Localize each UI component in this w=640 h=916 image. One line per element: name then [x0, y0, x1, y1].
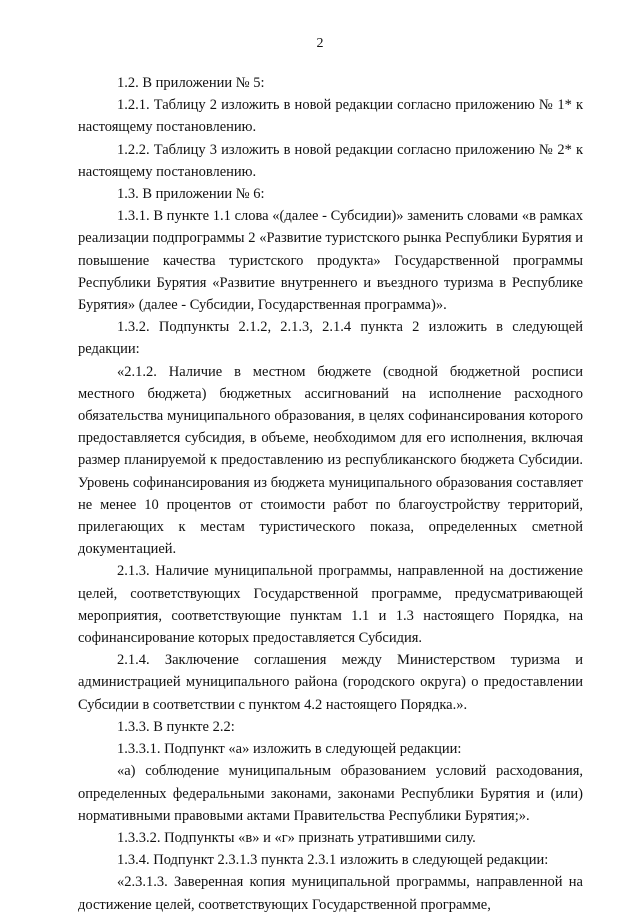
paragraph-1-3-1: 1.3.1. В пункте 1.1 слова «(далее - Субсидии)» заменить словами «в рамках реализации подпрограммы 2 «Развитие туристского рынка Республики Бурятия и повышение качества туристского продукта» Государственной программы Республики Бурятия «Развитие внутреннего и въездного туризма в Республике Бурятия» (далее - Субсидии, Государственная программа)». — [78, 208, 583, 314]
paragraph-2-1-4: 2.1.4. Заключение соглашения между Министерством туризма и администрацией муниципального района (городского округа) о предоставлении Субсидии в соответствии с пунктом 4.2 настоящего Порядка.». — [78, 652, 583, 713]
paragraph-1-3-3-2: 1.3.3.2. Подпункты «в» и «г» признать утратившими силу. — [117, 829, 476, 846]
paragraph-subitem-a: «а) соблюдение муниципальным образованием условий расходования, определенных федеральными законами, законами Республики Бурятия и (или) нормативными правовыми актами Правительства Республики Бурятия;». — [78, 763, 583, 824]
paragraph-1-2-2: 1.2.2. Таблицу 3 изложить в новой редакции согласно приложению № 2* к настоящему постановлению. — [78, 141, 583, 180]
paragraph-2-1-2: «2.1.2. Наличие в местном бюджете (сводной бюджетной росписи местного бюджета) бюджетных ассигнований на исполнение расходного обязательства муниципального образования, в целях софинансирования которого предоставляется субсидия, в объеме, необходимом для его исполнения, включая размер планируемой к предоставлению из республиканского бюджета Субсидии. Уровень софинансирования из бюджета муниципального образования составляет не менее 10 процентов от стоимости работ по благоустройству территорий, прилегающих к местам туристического показа, определенных сметной документацией. — [78, 363, 583, 558]
paragraph-1-2-1: 1.2.1. Таблицу 2 изложить в новой редакции согласно приложению № 1* к настоящему постановлению. — [78, 97, 583, 136]
paragraph-2-3-1-3: «2.3.1.3. Заверенная копия муниципальной программы, направленной на достижение целей, соответствующих Государственной программе, — [78, 874, 583, 913]
paragraph-1-3: 1.3. В приложении № 6: — [117, 186, 265, 203]
paragraph-1-3-3-1: 1.3.3.1. Подпункт «а» изложить в следующей редакции: — [117, 741, 462, 758]
document-body — [78, 72, 583, 916]
paragraph-1-2: 1.2. В приложении № 5: — [117, 75, 265, 91]
paragraph-2-1-3: 2.1.3. Наличие муниципальной программы, направленной на достижение целей, соответствующих Государственной программе, предусматривающей мероприятия, соответствующие пунктам 1.1 и 1.3 настоящего Порядка, на софинансирование которых предоставляется Субсидия. — [78, 563, 583, 647]
paragraph-1-3-3: 1.3.3. В пункте 2.2: — [117, 718, 235, 735]
page-number: 2 — [316, 36, 324, 51]
paragraph-1-3-4: 1.3.4. Подпункт 2.3.1.3 пункта 2.3.1 изложить в следующей редакции: — [117, 852, 549, 869]
paragraph-1-3-2: 1.3.2. Подпункты 2.1.2, 2.1.3, 2.1.4 пункта 2 изложить в следующей редакции: — [78, 319, 583, 358]
